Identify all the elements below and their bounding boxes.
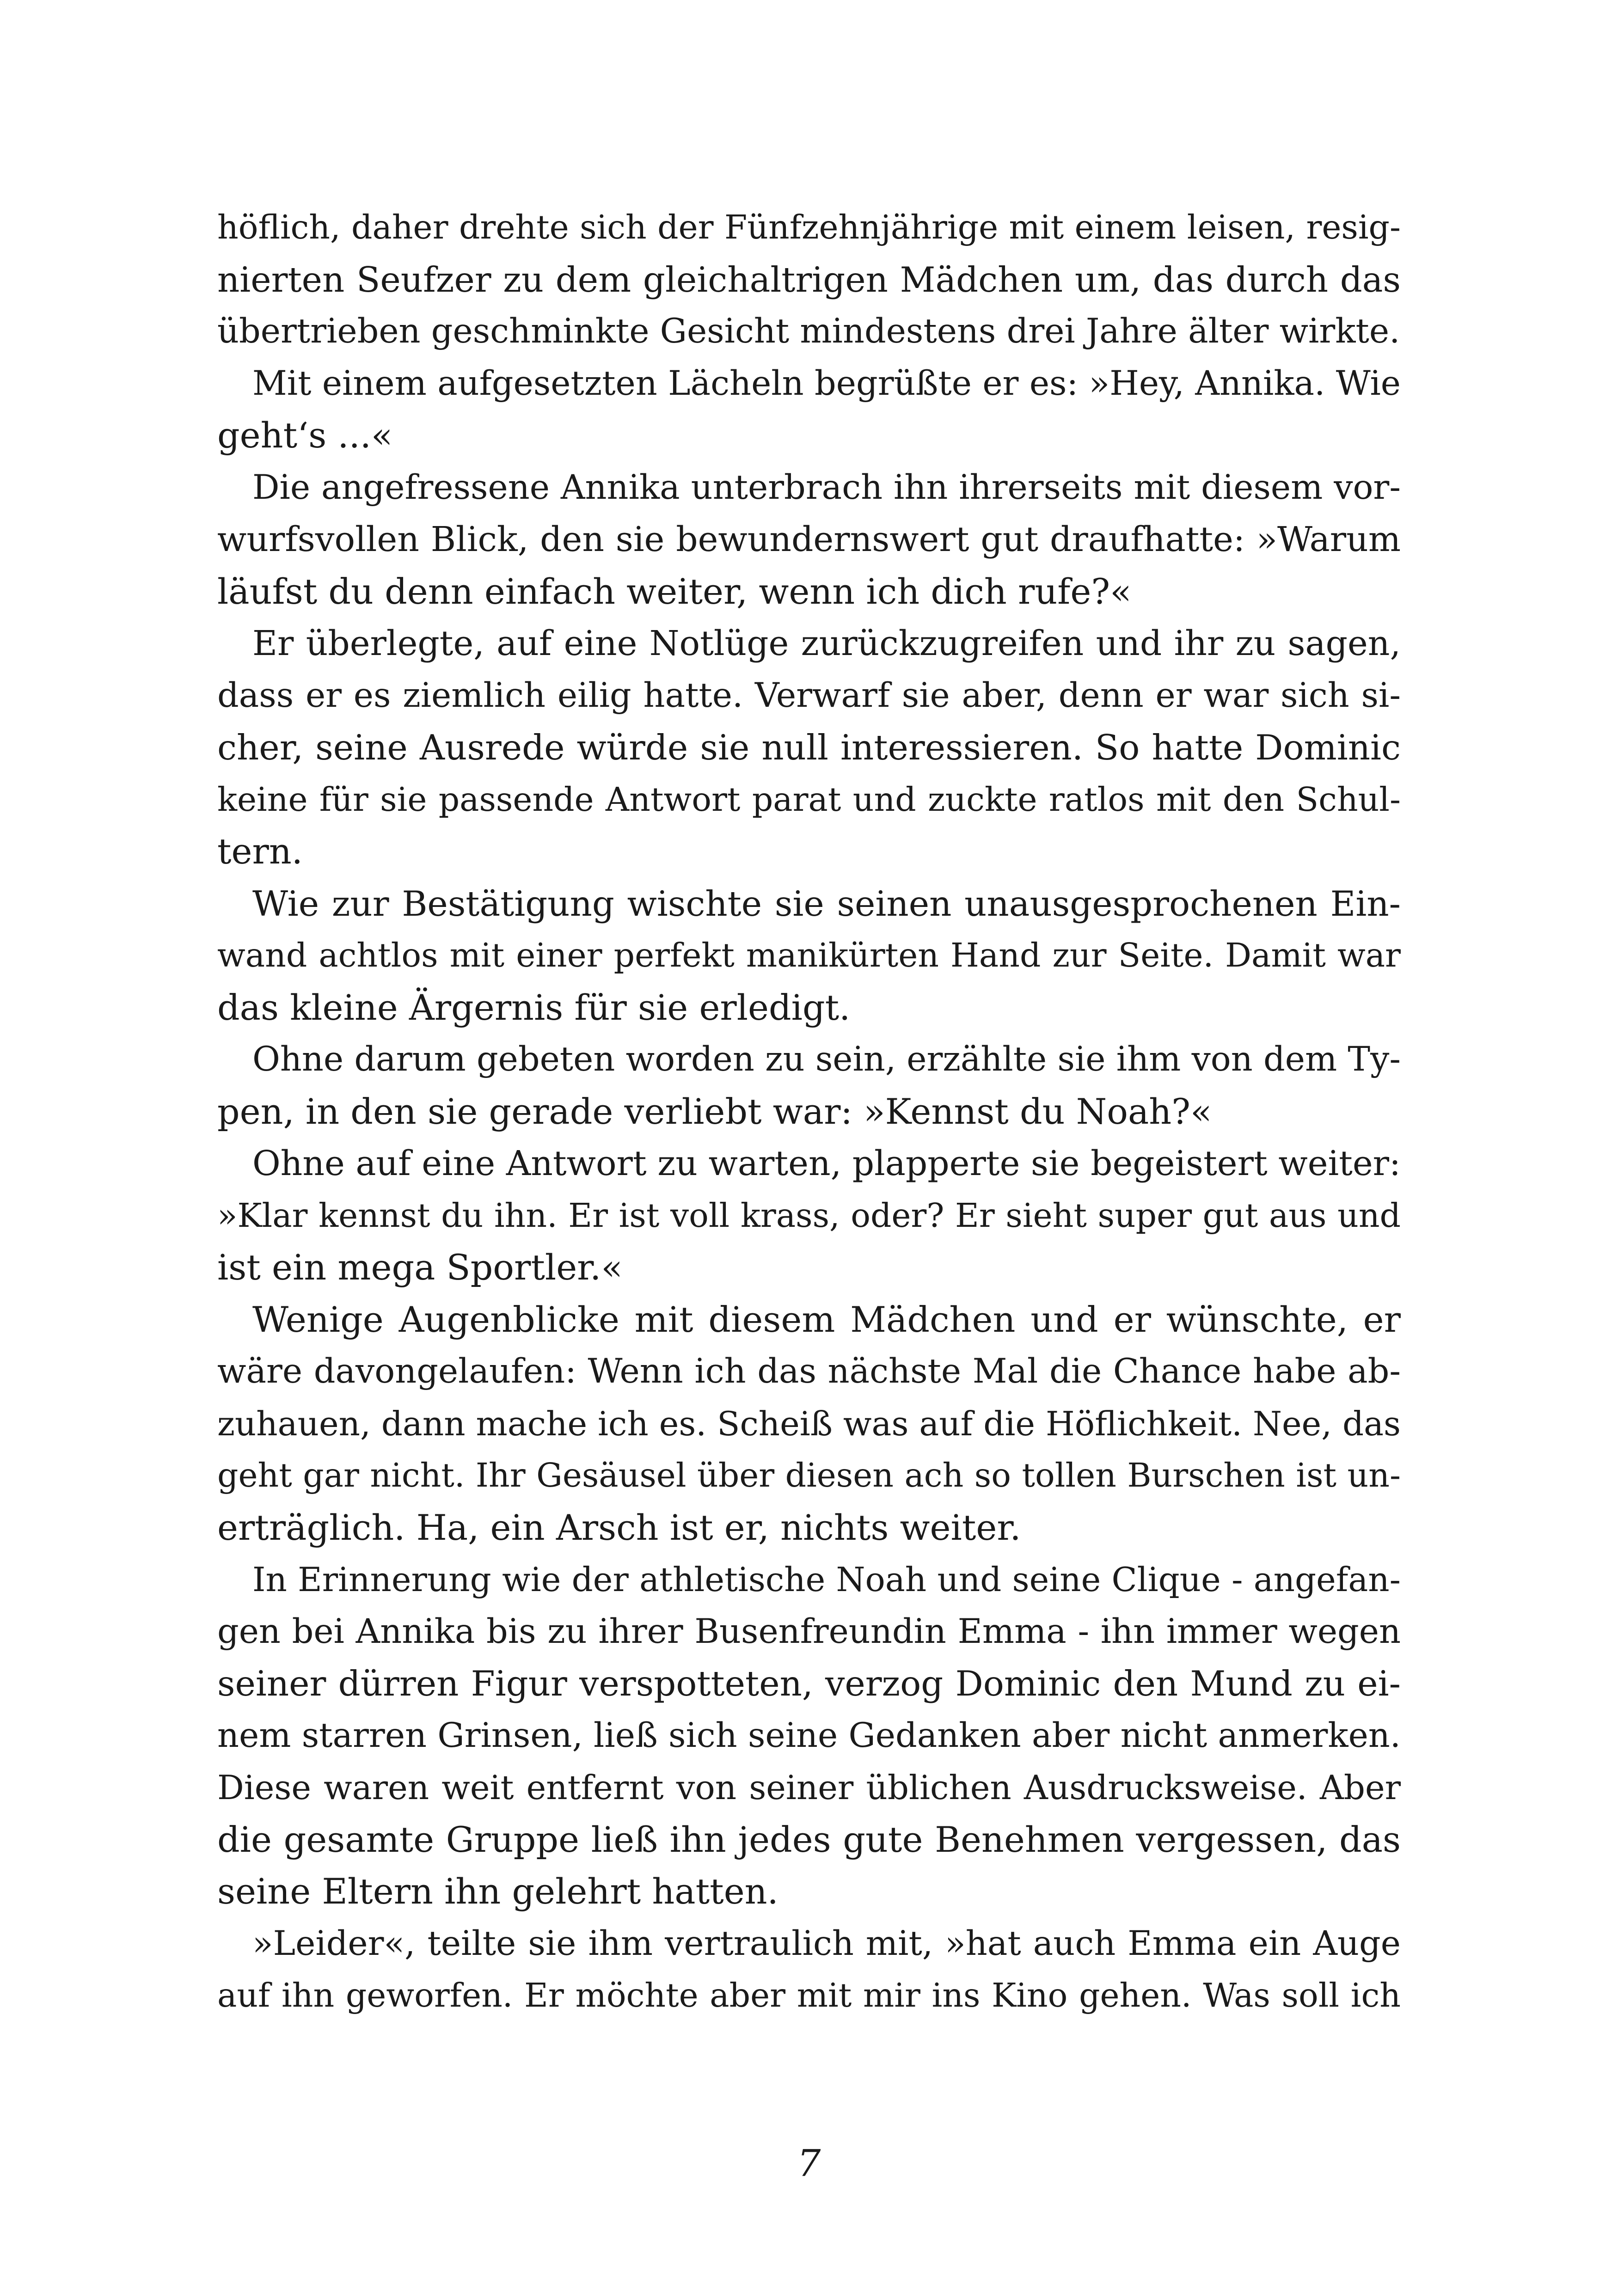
text-line: cher, seine Ausrede würde sie null interessieren. So hatte Dominic — [217, 727, 1401, 768]
text-line: übertrieben geschminkte Gesicht mindestens drei Jahre älter wirkte. — [217, 312, 1400, 351]
page-number: 7 — [797, 2142, 821, 2185]
text-line: erträglich. Ha, ein Arsch ist er, nichts weiter. — [217, 1506, 1021, 1548]
text-line: Diese waren weit entfernt von seiner üblichen Ausdrucksweise. Aber — [217, 1768, 1401, 1807]
text-line: dass er es ziemlich eilig hatte. Verwarf sie aber, denn er war sich si- — [217, 675, 1401, 715]
text-line: seiner dürren Figur verspotteten, verzog Dominic den Mund zu ei- — [217, 1663, 1401, 1704]
text-line: In Erinnerung wie der athletische Noah und seine Clique - angefan- — [252, 1560, 1401, 1599]
body-text — [217, 202, 1401, 2022]
text-line: höflich, daher drehte sich der Fünfzehnjährige mit einem leisen, resig- — [217, 208, 1401, 246]
text-line: wand achtlos mit einer perfekt manikürten Hand zur Seite. Damit war — [217, 936, 1401, 974]
text-line: Ohne auf eine Antwort zu warten, plapperte sie begeistert weiter: — [252, 1144, 1401, 1183]
text-line: ist ein mega Sportler.« — [217, 1247, 623, 1288]
text-line: das kleine Ärgernis für sie erledigt. — [217, 986, 851, 1028]
text-line: wäre davongelaufen: Wenn ich das nächste Mal die Chance habe ab- — [217, 1352, 1401, 1391]
text-line: seine Eltern ihn gelehrt hatten. — [217, 1871, 778, 1912]
text-line: Wie zur Bestätigung wischte sie seinen unausgesprochenen Ein- — [252, 883, 1401, 924]
text-line: tern. — [217, 831, 303, 872]
text-line: wurfsvollen Blick, den sie bewundernswert gut draufhatte: »Warum — [217, 520, 1401, 559]
text-line: nem starren Grinsen, ließ sich seine Gedanken aber nicht anmerken. — [217, 1715, 1401, 1755]
text-line: die gesamte Gruppe ließ ihn jedes gute Benehmen vergessen, das — [217, 1818, 1401, 1860]
text-line: nierten Seufzer zu dem gleichaltrigen Mädchen um, das durch das — [217, 259, 1401, 300]
text-line: geht gar nicht. Ihr Gesäusel über diesen ach so tollen Burschen ist un- — [217, 1456, 1401, 1494]
text-line: pen, in den sie gerade verliebt war: »Kennst du Noah?« — [217, 1090, 1212, 1132]
text-line: Er überlegte, auf eine Notlüge zurückzugreifen und ihr zu sagen, — [252, 624, 1401, 663]
text-line: Mit einem aufgesetzten Lächeln begrüßte er es: »Hey, Annika. Wie — [252, 363, 1401, 403]
text-line: geht‘s ...« — [217, 415, 393, 456]
text-line: läufst du denn einfach weiter, wenn ich dich rufe?« — [217, 570, 1132, 612]
text-line: Ohne darum gebeten worden zu sein, erzählte sie ihm von dem Ty- — [252, 1040, 1401, 1079]
text-line: gen bei Annika bis zu ihrer Busenfreundin Emma - ihn immer wegen — [217, 1611, 1401, 1651]
text-line: zuhauen, dann mache ich es. Scheiß was auf die Höflichkeit. Nee, das — [217, 1404, 1401, 1443]
text-line: keine für sie passende Antwort parat und zuckte ratlos mit den Schul- — [217, 780, 1401, 819]
text-line: Die angefressene Annika unterbrach ihn ihrerseits mit diesem vor- — [252, 467, 1401, 507]
text-line: »Klar kennst du ihn. Er ist voll krass, oder? Er sieht super gut aus und — [217, 1196, 1401, 1235]
text-line: auf ihn geworfen. Er möchte aber mit mir ins Kino gehen. Was soll ich — [217, 1976, 1401, 2014]
text-line: Wenige Augenblicke mit diesem Mädchen und er wünschte, er — [252, 1298, 1401, 1340]
text-line: »Leider«, teilte sie ihm vertraulich mit, »hat auch Emma ein Auge — [252, 1923, 1401, 1963]
